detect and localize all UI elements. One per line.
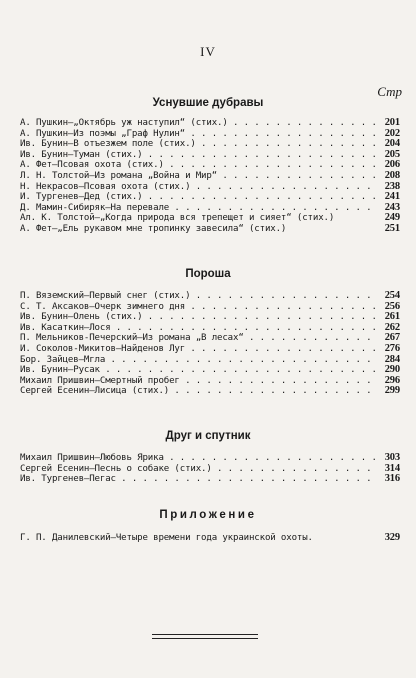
toc-entry: А. Пушкин—Из поэмы „Граф Нулин“ . . . 202 (20, 129, 400, 140)
toc-entry: А. Фет—Псовая охота (стих.) . . . 206 (20, 160, 400, 171)
section-title: Друг и спутник (165, 430, 251, 442)
page-number: IV (200, 44, 216, 59)
section-title: Приложение (159, 509, 257, 521)
toc-entry: Сергей Есенин—Лисица (стих.) . . . 299 (20, 386, 400, 397)
divider-rule (152, 638, 258, 639)
toc-entry: А. Пушкин—„Октябрь уж наступил“ (стих.) . . . 201 (20, 118, 400, 129)
toc-entry: И. Тургенев—Дед (стих.) . . . 241 (20, 192, 400, 203)
page-column-label: Стр (377, 84, 402, 99)
toc-entry: Михаил Пришвин—Любовь Ярика . . . 303 (20, 453, 400, 464)
toc-entry: И. Соколов-Микитов—Найденов Луг . . . 276 (20, 344, 400, 355)
toc-entry: Ив. Бунин—В отъезжем поле (стих.) . . . 204 (20, 139, 400, 150)
toc-list (20, 533, 400, 544)
toc-entry: Ив. Бунин—Русак . . . 290 (20, 365, 400, 376)
toc-entry: Ив. Бунин—Туман (стих.) . . . 205 (20, 150, 400, 161)
toc-entry: С. Т. Аксаков—Очерк зимнего дня . . . 256 (20, 302, 400, 313)
toc-entry: Ив. Тургенев—Пегас . . . 316 (20, 474, 400, 485)
toc-entry: А. Фет—„Ель рукавом мне тропинку завесила“ (стих.) 251 (20, 222, 400, 234)
toc-entry: П. Мельников-Печерский—Из романа „В лесах“ . . . 267 (20, 333, 400, 344)
toc-list (20, 453, 400, 485)
toc-entry: Бор. Зайцев—Мгла . . . 284 (20, 355, 400, 366)
toc-entry: Сергей Есенин—Песнь о собаке (стих.) . . . 314 (20, 464, 400, 475)
toc-entry: Н. Некрасов—Псовая охота (стих.) . . . 238 (20, 182, 400, 193)
toc-entry: Ив. Бунин—Олень (стих.) . . . 261 (20, 312, 400, 323)
section-title: Пороша (185, 268, 231, 280)
toc-entry: Л. Н. Толстой—Из романа „Война и Мир“ . . . 208 (20, 171, 400, 182)
toc-entry: Г. П. Данилевский—Четыре времени года украинской охоты. 329 (20, 532, 400, 543)
section-title: Уснувшие дубравы (152, 97, 264, 109)
divider-rule (152, 634, 258, 635)
toc-list (20, 118, 400, 235)
toc-entry: Ив. Касаткин—Лося . . . 262 (20, 323, 400, 334)
toc-entry: П. Вяземский—Первый снег (стих.) . . . 254 (20, 291, 400, 302)
toc-list (20, 291, 400, 397)
toc-entry: Михаил Пришвин—Смертный пробег . . . 296 (20, 376, 400, 387)
toc-entry: Ал. К. Толстой—„Когда природа вся трепещет и сияет“ (стих.) 249 (20, 212, 400, 224)
toc-entry: Д. Мамин-Сибиряк—На перевале . . . 243 (20, 203, 400, 214)
